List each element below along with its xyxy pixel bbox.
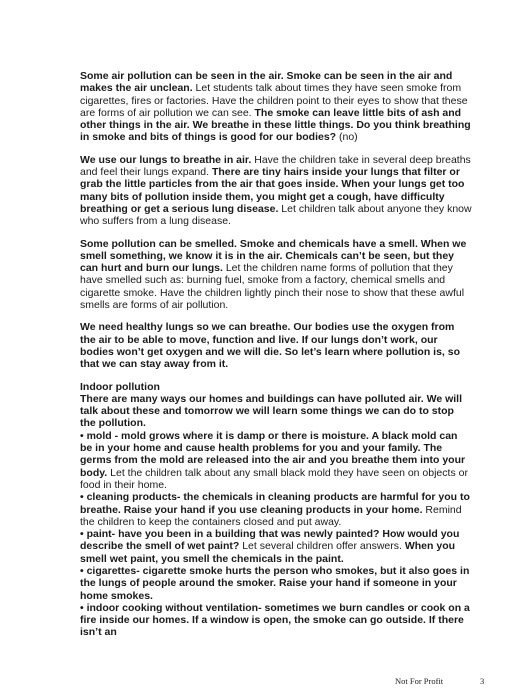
bold-text-run: • indoor cooking without ventilation- sometimes we burn candles or cook on a fire inside our homes. If a window is open, the smoke can go outside. If there isn’t an xyxy=(80,601,470,639)
text-run: Let the children name forms of pollution that they have smelled such as: burning fuel, smoke from a factory, chemical smells and cigarette smoke. Have the children lightly pinch their nose to show that these awful smells are forms of air pollution. xyxy=(80,262,465,312)
bold-text-run: There are tiny hairs inside your lungs that filter or grab the little particles from the air that goes inside. When your lungs get too many bits of pollution inside them, you might get a cough, have difficulty breathing or get a serious lung disease. xyxy=(80,166,465,215)
bullet-item xyxy=(80,565,472,602)
text-run: Let students talk about times they have seen smoke from cigarettes, fires or factories. Have the children point to their eyes to show that these are forms of air pollution we can see. xyxy=(80,82,468,119)
body-paragraphs xyxy=(80,70,472,371)
paragraph xyxy=(80,154,472,228)
bold-text-run: • cigarettes- cigarette smoke hurts the person who smokes, but it also goes in the lungs of people around the smoker. Raise your hand if someone in your home smokes. xyxy=(80,564,470,602)
bullet-item xyxy=(80,491,472,528)
footer-label: Not For Profit xyxy=(395,676,444,686)
page-number: 3 xyxy=(480,676,485,686)
bullet-item xyxy=(80,430,472,491)
text-run: Let the children talk about any small black mold they have seen on objects or food in their home. xyxy=(80,466,468,491)
bold-text-run: • paint- have you been in a building that was newly painted? How would you describe the smell of wet paint? xyxy=(80,528,460,553)
paragraph xyxy=(80,321,472,370)
bullet-list xyxy=(80,430,472,639)
bold-text-run: We use our lungs to breathe in air. xyxy=(80,153,252,166)
paragraph xyxy=(80,70,472,144)
bold-text-run: The smoke can leave little bits of ash and other things in the air. We breathe in these little things. Do you think breathing in smoke and bits of things is good for our bodies? xyxy=(80,106,471,144)
bullet-item xyxy=(80,528,472,565)
text-run: Remind the children to keep the containers closed and put away. xyxy=(80,503,462,528)
bullet-item xyxy=(80,602,472,639)
indoor-pollution-section xyxy=(80,381,472,639)
section-intro: There are many ways our homes and buildings can have polluted air. We will talk about these and tomorrow we will learn some things we can do to stop the pollution. xyxy=(80,392,462,430)
bold-text-run: • cleaning products- the chemicals in cleaning products are harmful for you to breathe. Raise your hand if you use cleaning products in your home. xyxy=(80,491,470,516)
paragraph xyxy=(80,238,472,312)
page-footer xyxy=(395,676,485,686)
bold-text-run: When you smell wet paint, you smell the chemicals in the paint. xyxy=(80,540,456,565)
document-page xyxy=(80,70,472,639)
bold-text-run: We need healthy lungs so we can breathe. Our bodies use the oxygen from the air to be able to move, function and live. If our lungs don’t work, our bodies won’t get oxygen and we will die. So let’s learn where pollution is, so that we can stay away from it. xyxy=(80,321,461,371)
text-run: Let several children offer answers. xyxy=(239,540,405,553)
bold-text-run: Some air pollution can be seen in the air. Smoke can be seen in the air and makes the air unclean. xyxy=(80,70,453,95)
bold-text-run: • mold - mold grows where it is damp or there is moisture. A black mold can be in your home and cause health problems for you and your family. The germs from the mold are released into the air and you breathe them into your body. xyxy=(80,429,466,479)
text-run: Have the children take in several deep breaths and feel their lungs expand. xyxy=(80,153,471,179)
text-run: Let children talk about anyone they know who suffers from a lung disease. xyxy=(80,202,472,228)
bold-text-run: Some pollution can be smelled. Smoke and chemicals have a smell. When we smell something, we know it is in the air. Chemicals can’t be seen, but they can hurt and burn our lungs. xyxy=(80,237,467,275)
text-run: (no) xyxy=(336,131,358,144)
section-heading: Indoor pollution xyxy=(80,380,160,393)
